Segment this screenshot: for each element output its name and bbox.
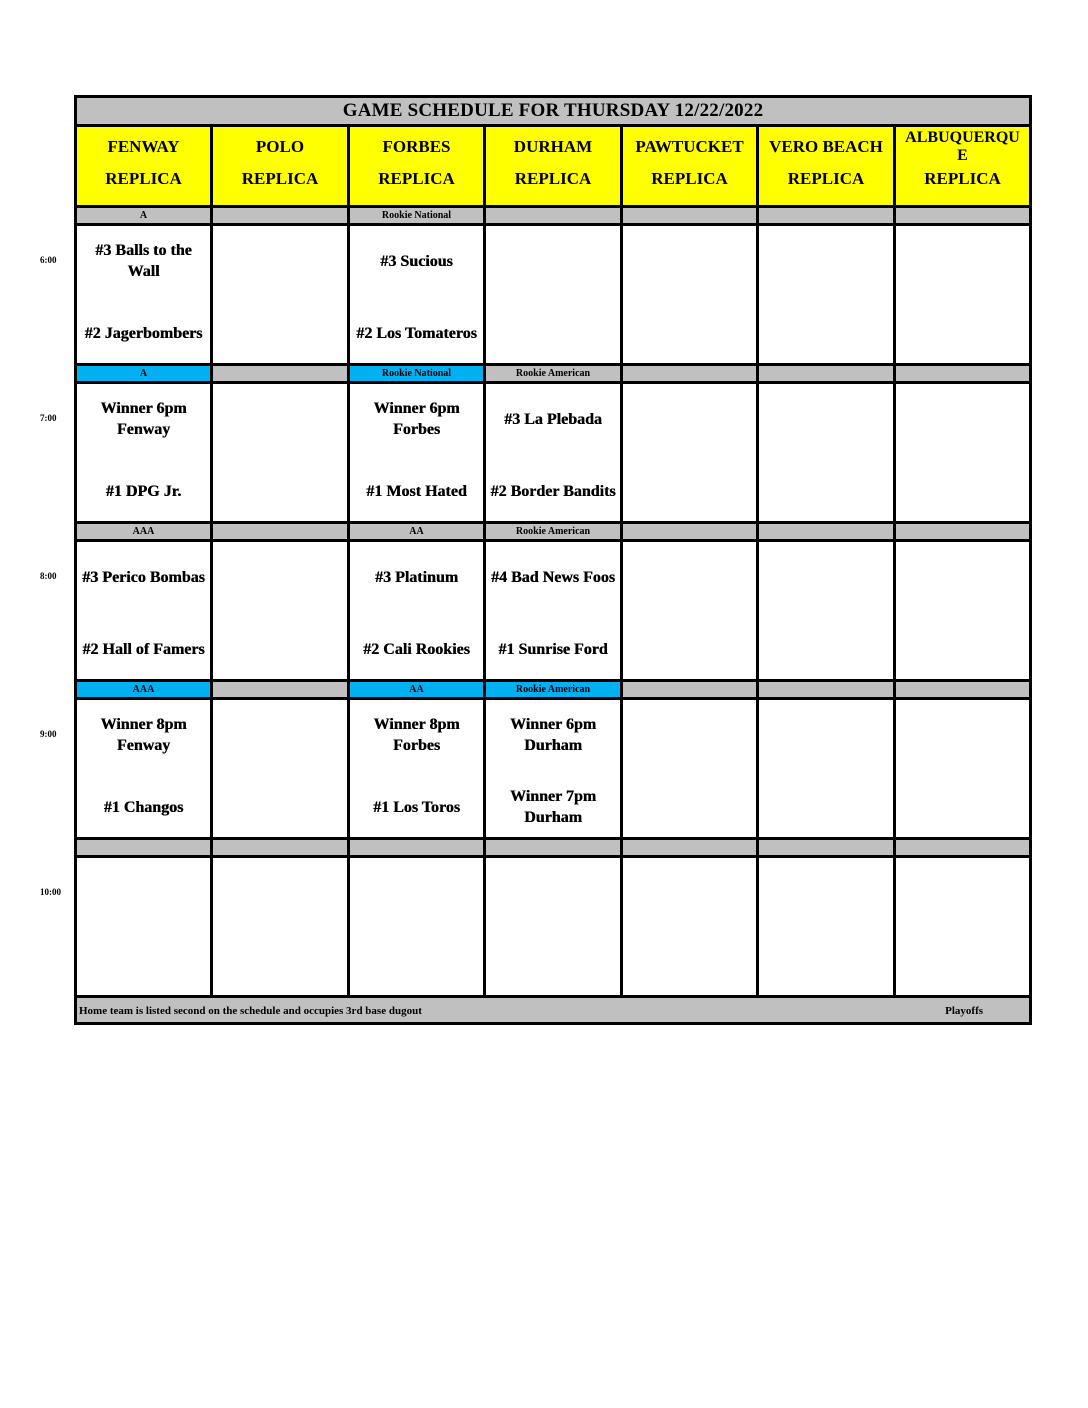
home-team: #1 Sunrise Ford	[498, 640, 608, 658]
game-cell	[622, 383, 758, 523]
time-label: 9:00	[40, 728, 57, 739]
game-cell	[212, 383, 349, 523]
division-label	[485, 207, 622, 225]
division-label	[212, 523, 349, 541]
home-team: #2 Los Tomateros	[356, 324, 477, 342]
footer-tag: Playoffs	[945, 1005, 984, 1017]
game-cell	[349, 225, 485, 365]
home-team: #1 Most Hated	[366, 482, 467, 500]
division-label	[895, 523, 1031, 541]
field-type: REPLICA	[378, 169, 455, 188]
game-row	[76, 541, 1031, 681]
division-label	[212, 365, 349, 383]
division-row	[76, 207, 1031, 225]
away-team: #3 La Plebada	[504, 410, 602, 428]
away-team: Winner 8pm Fenway	[100, 716, 187, 754]
game-cell	[895, 699, 1031, 839]
game-cell	[212, 699, 349, 839]
division-label: AA	[349, 681, 485, 699]
home-team: #2 Cali Rookies	[363, 640, 470, 658]
division-label	[622, 523, 758, 541]
game-cell	[485, 225, 622, 365]
division-label: AA	[349, 523, 485, 541]
division-label	[895, 365, 1031, 383]
away-team: Winner 6pm Durham	[509, 716, 597, 754]
division-label	[212, 839, 349, 857]
field-type: REPLICA	[924, 169, 1001, 188]
game-cell	[622, 225, 758, 365]
field-type: REPLICA	[105, 169, 182, 188]
away-team: Winner 6pm Forbes	[373, 400, 460, 438]
home-team: #1 DPG Jr.	[105, 482, 182, 500]
division-label	[758, 681, 895, 699]
time-label: 7:00	[40, 412, 57, 423]
field-header-row	[76, 126, 1031, 207]
division-label: A	[76, 365, 212, 383]
game-row	[76, 225, 1031, 365]
division-label	[212, 681, 349, 699]
division-label: Rookie National	[349, 207, 485, 225]
time-label: 10:00	[40, 886, 61, 897]
division-label	[758, 839, 895, 857]
field-name: PAWTUCKET	[635, 137, 744, 156]
away-team: #4 Bad News Foos	[490, 568, 615, 586]
away-team: #3 Balls to the Wall	[95, 242, 192, 280]
game-cell	[76, 225, 212, 365]
game-cell	[895, 225, 1031, 365]
division-label: AAA	[76, 523, 212, 541]
field-header-7	[895, 126, 1031, 207]
division-label	[212, 207, 349, 225]
division-label: Rookie National	[349, 365, 485, 383]
game-cell	[485, 541, 622, 681]
game-cell	[485, 857, 622, 997]
game-cell	[485, 383, 622, 523]
division-label: A	[76, 207, 212, 225]
field-name: ALBUQUERQUE	[905, 129, 1020, 164]
division-label	[622, 839, 758, 857]
home-team: #2 Border Bandits	[490, 482, 616, 500]
game-cell	[758, 383, 895, 523]
game-cell	[622, 541, 758, 681]
division-row	[76, 839, 1031, 857]
field-name: FORBES	[382, 137, 451, 156]
game-cell	[349, 699, 485, 839]
field-name: DURHAM	[513, 137, 593, 156]
field-header-3	[349, 126, 485, 207]
field-header-5	[622, 126, 758, 207]
schedule-table	[74, 95, 1032, 1025]
division-label	[622, 681, 758, 699]
away-team: #3 Platinum	[374, 568, 459, 586]
division-label	[76, 839, 212, 857]
game-cell	[212, 857, 349, 997]
footer-note: Home team is listed second on the schedule and occupies 3rd base dugout	[79, 1005, 422, 1017]
field-header-4	[485, 126, 622, 207]
division-label	[485, 839, 622, 857]
game-cell	[758, 857, 895, 997]
field-type: REPLICA	[241, 169, 319, 188]
field-type: REPLICA	[787, 169, 865, 188]
footer-cell	[76, 997, 1031, 1024]
home-team: #1 Changos	[103, 798, 184, 816]
division-row	[76, 523, 1031, 541]
division-label	[622, 207, 758, 225]
field-header-1	[76, 126, 212, 207]
game-cell	[895, 383, 1031, 523]
schedule-title: GAME SCHEDULE FOR THURSDAY 12/22/2022	[76, 97, 1031, 126]
game-cell	[349, 857, 485, 997]
away-team: Winner 8pm Forbes	[373, 716, 460, 754]
game-cell	[76, 857, 212, 997]
home-team: #2 Jagerbombers	[84, 324, 203, 342]
field-name: POLO	[255, 137, 305, 156]
division-label	[758, 523, 895, 541]
game-cell	[76, 699, 212, 839]
division-label	[895, 207, 1031, 225]
game-cell	[349, 383, 485, 523]
division-label	[622, 365, 758, 383]
away-team: #3 Perico Bombas	[82, 568, 205, 586]
game-cell	[758, 541, 895, 681]
title-row	[76, 97, 1031, 126]
game-cell	[76, 541, 212, 681]
game-row	[76, 699, 1031, 839]
division-row	[76, 365, 1031, 383]
division-label	[895, 839, 1031, 857]
game-row	[76, 383, 1031, 523]
game-cell	[758, 699, 895, 839]
game-cell	[212, 225, 349, 365]
game-cell	[895, 857, 1031, 997]
field-type: REPLICA	[651, 169, 728, 188]
division-row	[76, 681, 1031, 699]
time-label: 6:00	[40, 254, 57, 265]
game-cell	[349, 541, 485, 681]
game-cell	[895, 541, 1031, 681]
division-label: Rookie American	[485, 681, 622, 699]
game-cell	[622, 699, 758, 839]
division-label	[895, 681, 1031, 699]
away-team: Winner 6pm Fenway	[100, 400, 187, 438]
away-team: #3 Sucious	[380, 252, 453, 270]
game-row	[76, 857, 1031, 997]
field-type: REPLICA	[514, 169, 592, 188]
game-cell	[758, 225, 895, 365]
game-cell	[212, 541, 349, 681]
field-header-6	[758, 126, 895, 207]
division-label	[758, 207, 895, 225]
home-team: #1 Los Toros	[373, 798, 460, 816]
time-label: 8:00	[40, 570, 57, 581]
division-label	[349, 839, 485, 857]
field-name: VERO BEACH	[769, 137, 883, 156]
division-label: Rookie American	[485, 365, 622, 383]
game-cell	[622, 857, 758, 997]
footer-row	[76, 997, 1031, 1024]
division-label	[758, 365, 895, 383]
home-team: #2 Hall of Famers	[82, 640, 205, 658]
field-name: FENWAY	[107, 137, 180, 156]
field-header-2	[212, 126, 349, 207]
division-label: AAA	[76, 681, 212, 699]
game-cell	[76, 383, 212, 523]
game-cell	[485, 699, 622, 839]
division-label: Rookie American	[485, 523, 622, 541]
home-team: Winner 7pm Durham	[509, 788, 597, 826]
